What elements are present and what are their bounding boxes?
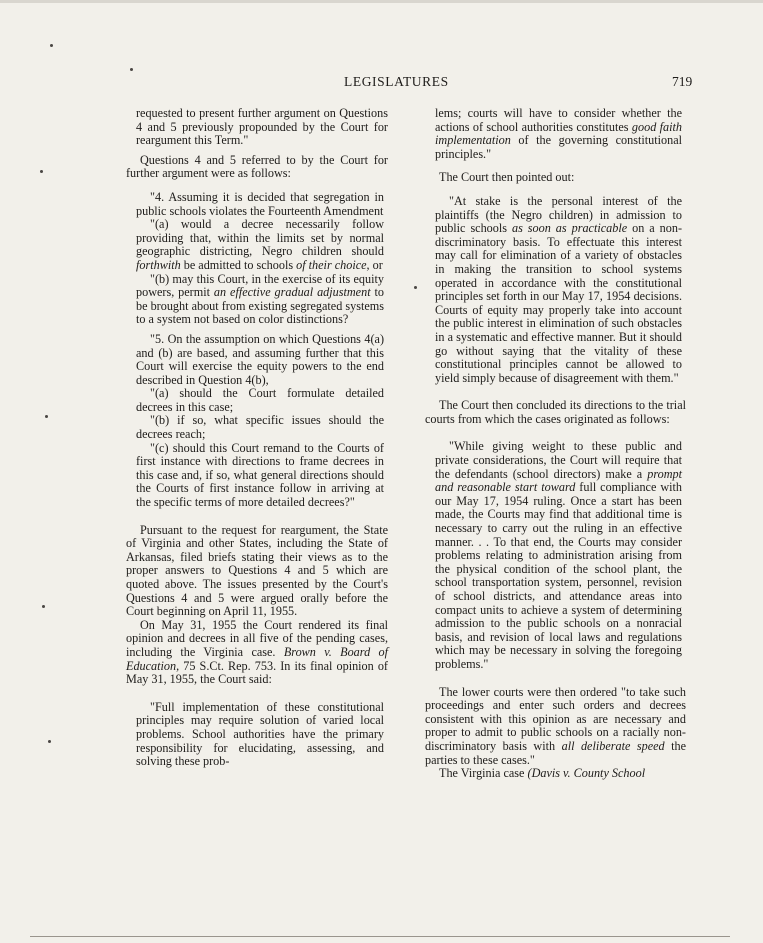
scan-speck (414, 286, 417, 289)
text-run: "(a) would a decree necessarily follow providing that, within the limits set by normal geographic districting, Negro children should (136, 217, 384, 259)
text-run: on a non-discriminatory basis. To effectuate this interest may call for elimination of a variety of obstacles in making the transition to school systems operated in accordance with the constitutional principles set forth in our May 17, 1954 decisions. Courts of equity may properly take into account the public interest in elimination of such obstacles in a systematic and effective manner. But it should go without saying that the vitality of these constitutional principles cannot be allowed to yield simply because of disagreement with them." (435, 221, 682, 385)
scan-speck (40, 170, 43, 173)
paragraph (126, 273, 388, 327)
text-run: be admitted to schools (180, 257, 297, 272)
text-run: "(c) should this Court remand to the Courts of first instance with directions to frame decrees in this case and, if so, what general directions should the Courts of first instance follow in arriving at the specific terms of more detailed decrees?" (136, 440, 384, 510)
text-run: On May 31, 1955 the Court rendered its final opinion and decrees in all five of the pending cases, including the Virginia case. (126, 617, 388, 659)
paragraph (425, 767, 686, 781)
paragraph (126, 333, 388, 387)
text-run: "5. On the assumption on which Questions 4(a) and (b) are based, and assuming further that this Court will exercise the equity powers to the end described in Question 4(b), (136, 331, 384, 387)
italic-run: all deliberate speed (561, 738, 665, 753)
scan-bottom-edge (30, 936, 730, 937)
scan-speck (130, 68, 133, 71)
text-run: "At stake is the personal interest of the plaintiffs (the Negro children) in admission to public schools (435, 193, 682, 236)
text-run: lems; courts will have to consider whether the actions of school authorities constitutes (435, 106, 682, 134)
scan-speck (45, 415, 48, 418)
paragraph (126, 414, 388, 441)
paragraph (126, 107, 388, 148)
scan-edge (0, 0, 763, 3)
italic-run: as soon as practicable (511, 221, 628, 236)
italic-run: good faith implementation (435, 119, 682, 148)
scan-speck (50, 44, 53, 47)
left-column (126, 107, 388, 769)
paragraph (126, 191, 388, 218)
paragraph (425, 107, 686, 161)
paragraph (126, 619, 388, 687)
paragraph (425, 686, 686, 768)
text-run: the parties to these cases." (425, 738, 687, 767)
text-run: "4. Assuming it is decided that segregation in public schools violates the Fourteenth Amendment (136, 189, 384, 218)
text-run: "Full implementation of these constitutional principles may require solution of varied local problems. School authorities have the primary responsibility for elucidating, assessing, and solving these prob- (136, 699, 384, 769)
italic-run: forthwith (136, 257, 181, 272)
paragraph (425, 195, 686, 385)
paragraph (126, 218, 388, 272)
text-run: to be brought about from existing segregated systems to a system not based on color distinctions? (136, 285, 384, 327)
text-run: The Court then concluded its directions to the trial courts from which the cases originated as follows: (425, 398, 686, 426)
paragraph (126, 524, 388, 619)
text-run: 75 S.Ct. Rep. 753. In its final opinion of May 31, 1955, the Court said: (126, 658, 388, 687)
running-head: LEGISLATURES (344, 74, 449, 89)
text-run: Pursuant to the request for reargument, the State of Virginia and other States, including the State of Arkansas, filed briefs stating their views as to the proper answers to Questions 4 and 5 which are quoted above. The issues presented by the Court's Questions 4 and 5 were argued orally before the Court beginning on April 11, 1955. (126, 522, 388, 619)
text-run: of the governing constitutional principles." (435, 133, 682, 161)
paragraph (425, 440, 686, 671)
paragraph (425, 399, 686, 426)
text-run: or (369, 257, 383, 272)
text-run: The lower courts were then ordered "to take such proceedings and enter such orders and decrees consistent with this opinion as are necessary and proper to admit to public schools on a racially non-discriminatory basis with (425, 684, 686, 753)
right-column (425, 107, 686, 781)
page-header (0, 74, 763, 94)
paragraph (126, 701, 388, 769)
italic-run: of their choice, (296, 257, 370, 272)
italic-run: an effective gradual adjustment (213, 285, 371, 300)
italic-run: (Davis v. County School (527, 766, 646, 781)
page-number: 719 (672, 74, 693, 89)
text-run: The Virginia case (439, 766, 528, 781)
paragraph (126, 387, 388, 414)
text-run: "While giving weight to these public and private considerations, the Court will require that the defendants (school directors) make a (435, 439, 682, 481)
paragraph (126, 442, 388, 510)
paragraph (126, 154, 388, 181)
text-run: "(a) should the Court formulate detailed decrees in this case; (136, 386, 384, 414)
italic-run: Brown v. Board of Education, (126, 644, 388, 673)
scan-speck (48, 740, 51, 743)
italic-run: prompt and reasonable start toward (435, 466, 682, 495)
text-run: requested to present further argument on Questions 4 and 5 previously propounded by the Court for reargument this Term." (136, 106, 388, 148)
text-run: "(b) may this Court, in the exercise of its equity powers, permit (136, 271, 384, 300)
text-run: full compliance with our May 17, 1954 ruling. Once a start has been made, the Courts may find that additional time is necessary to carry out the ruling in an effective manner. . . To that end, the Courts may consider problems relating to administration arising from the physical condition of the school plant, the school transportation system, personnel, revision of school districts, and attendance areas into compact units to achieve a system of determining admission to the public schools on a nonracial basis, and revision of local laws and regulations which may be necessary in solving the foregoing problems." (435, 480, 682, 671)
paragraph (425, 171, 686, 185)
text-run: "(b) if so, what specific issues should the decrees reach; (136, 413, 384, 442)
text-run: The Court then pointed out: (439, 170, 575, 185)
text-run: Questions 4 and 5 referred to by the Court for further argument were as follows: (126, 152, 388, 181)
scan-speck (42, 605, 45, 608)
